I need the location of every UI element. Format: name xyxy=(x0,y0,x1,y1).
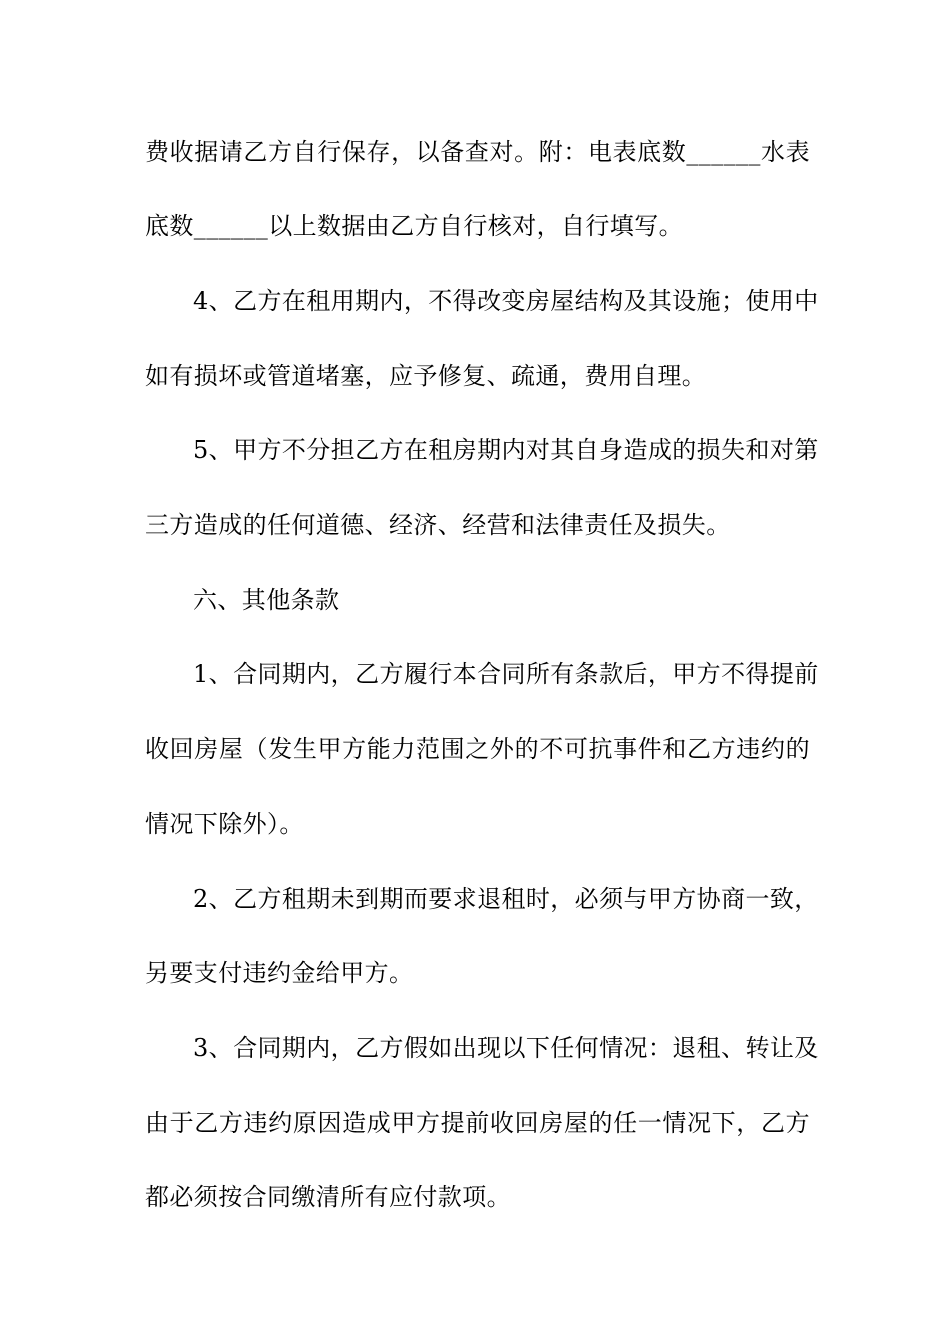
text-line-9: 收回房屋（发生甲方能力范围之外的不可抗事件和乙方违约的 xyxy=(145,735,810,763)
text-line-8: 1、合同期内，乙方履行本合同所有条款后，甲方不得提前 xyxy=(193,660,819,688)
text-line-11: 2、乙方租期未到期而要求退租时，必须与甲方协商一致， xyxy=(193,885,819,913)
text-line-10: 情况下除外）。 xyxy=(145,810,304,838)
text-line-15: 都必须按合同缴清所有应付款项。 xyxy=(145,1183,511,1211)
section-heading: 六、其他条款 xyxy=(193,586,340,614)
text-line-13: 3、合同期内，乙方假如出现以下任何情况：退租、转让及 xyxy=(193,1034,819,1062)
text-line-14: 由于乙方违约原因造成甲方提前收回房屋的任一情况下，乙方 xyxy=(145,1109,810,1137)
text-line-3: 4、乙方在租用期内，不得改变房屋结构及其设施；使用中 xyxy=(193,287,819,315)
text-line-2: 底数______以上数据由乙方自行核对，自行填写。 xyxy=(145,212,683,240)
text-line-6: 三方造成的任何道德、经济、经营和法律责任及损失。 xyxy=(145,511,731,539)
text-line-1: 费收据请乙方自行保存，以备查对。附：电表底数______水表 xyxy=(145,138,810,166)
text-line-12: 另要支付违约金给甲方。 xyxy=(145,959,414,987)
text-line-4: 如有损坏或管道堵塞，应予修复、疏通，费用自理。 xyxy=(145,362,707,390)
text-line-5: 5、甲方不分担乙方在租房期内对其自身造成的损失和对第 xyxy=(193,436,819,464)
